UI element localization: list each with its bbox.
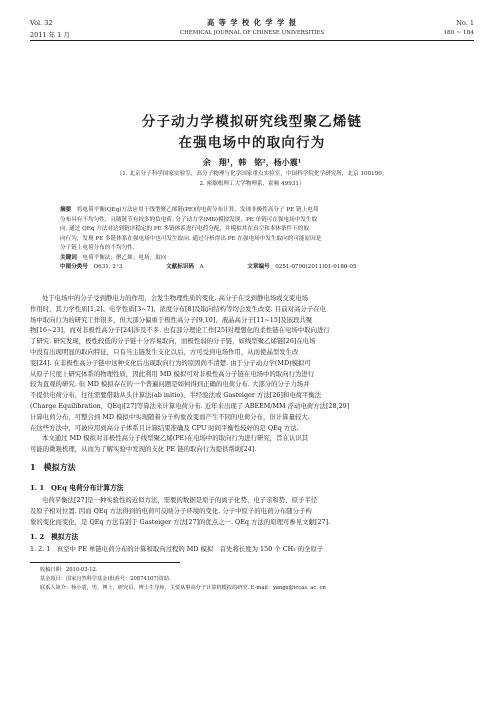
footnote-rule	[30, 562, 180, 563]
intro-line: 从原子尺度上研究体系的物理性质，因此利用 MD 模拟可对非极性高分子链在电场中的取向行为进行	[30, 369, 315, 378]
affiliation-line1: （1. 北京分子科学国家实验室，高分子物理与化学国家重点实验室，中国科学院化学研究所，北京 100190；	[116, 171, 388, 177]
intro-line: (Charge Equilibration，QEq)[27]等算法来计算电荷分布. 近年来出现了 ABEEM/MM 浮动电荷方法[28,29]	[30, 401, 350, 410]
section-heading: 1 模拟方法	[30, 462, 76, 472]
article-number-label: 文章编号	[247, 264, 270, 270]
authors: 余 翔¹，韩 铭²，杨小震¹	[202, 157, 302, 167]
article-number-value: 0251-0790(2011)01-0180-05	[275, 264, 357, 270]
volume-number: Vol. 32	[30, 19, 53, 27]
abstract-block	[60, 206, 444, 273]
intro-line: 较为直观的研究. 但 MD 模拟存在的一个普遍问题是如何得到正确的电荷分布. 大部分的分子力场并	[30, 380, 310, 389]
qeq-line: 电荷平衡法[27]是一种实验性的近似方法，需要的数据是原子的离子化势、电子亲和势、原子半径	[42, 496, 318, 504]
keywords-line	[60, 254, 444, 264]
intro-line: 本文通过 MD 模拟对非极性高分子线型聚乙烯(PE)在电场中的取向行为进行研究，旨在认识其	[42, 434, 309, 443]
footnote-received: 收稿日期：2010-03-12.	[40, 567, 98, 573]
classification-line	[60, 263, 444, 273]
footnote-contact: 联系人简介：杨小震，男，博士，研究员，博士生导师，主要从事高分子计算机模拟的研究. E-mail：yangx@iccas. ac. cn	[40, 584, 326, 591]
footnotes	[40, 566, 474, 592]
subsection-heading: 1. 2 模拟方法	[30, 533, 79, 541]
intro-line: 场中取向行为的研究工作很多，但大部分偏重于极性高分子[9,10]、液晶高分子[11~15]及嵌段共聚	[30, 315, 313, 324]
journal-title-en: CHEMICAL JOURNAL OF CHINESE UNIVERSITIES	[179, 30, 325, 36]
intro-line: 在这些方法中，可被应用到高分子体系且计算结果准确及 CPU 时间平衡性较好的是 QEq 方法.	[30, 423, 299, 432]
qeq-line: 及原子相对位置. 因而 QEq 方法得到的电荷可反映分子环境的变化. 分子中原子的电荷分布随分子构	[30, 506, 312, 515]
journal-title-cn: 高 等 学 校 化 学 学 报	[206, 18, 298, 27]
abstract-text-3: 向. 通过 QEq 方法对达到链序稳定的 PE 多链体系进行电荷分配，并模拟其在真空和本体条件下的取	[60, 226, 309, 232]
issue-number: No. 1	[456, 19, 474, 27]
abstract-label: 摘要	[60, 207, 72, 213]
abstract-text-1: 将电荷平衡(QEq)方法应用于线型聚乙烯链(PE)的电荷分布计算，发现非极性高分子 PE 链上电荷	[76, 207, 319, 213]
intro-line: 变[24]. 在非极性高分子链中这种支化后出现取向行为的原因尚不清楚. 由于分子动力学(MD)模拟可	[30, 358, 311, 367]
abstract-text-2: 分布具有不均匀性，且随链节有较多的负电荷. 分子动力学(MD)模拟发现，PE 单链可在强电场中发生取	[60, 216, 318, 223]
method-line: 1. 2. 1 真空中 PE 单链电荷分布的计算和取向过程的 MD 模拟 首先将长度为 150 个 CH₂ 的全原子	[30, 545, 324, 553]
issue-date: 2011 年 1 月	[30, 31, 70, 39]
qeq-paragraph	[30, 495, 474, 527]
article-title-line1: 分子动力学模拟研究线型聚乙烯链	[141, 114, 363, 130]
intro-line: 作用时，其力学性质[1,2]、电学性质[3~7]、浓度分布[8]及取向结构等均会发生改变. 目前对高分子在电	[30, 304, 326, 313]
keywords-text: 电荷平衡法；聚乙烯；电场；取向	[82, 254, 167, 261]
abstract-line	[60, 206, 444, 216]
intro-line: 计算电荷分布，可整合到 MD 模拟中实现随着分子构象改变而产生不同的电荷分布，但计算量较大.	[30, 412, 310, 421]
intro-line: 中没有出现明显的取向特征，只有当主链发生支化以后，方可受到电场作用，从而使晶型发生改	[30, 347, 299, 356]
clc-value: O631. 2⁺3	[93, 264, 123, 270]
qeq-line: 象的变化而变化，是 QEq 方法有别于 Gasteiger 方法[27]的优点之一. QEq 方法的原理可参见文献[27].	[30, 517, 331, 526]
page-range: 180 ~ 184	[443, 30, 474, 36]
article-title-line2: 在强电场中的取向行为	[178, 135, 326, 151]
intro-line: 了研究. 研究发现，极性较低的分子链十分容易取向，而极性弱的分子链，如线型聚乙烯链[26]在电场	[30, 337, 316, 346]
abstract-text-4: 向行为，发现 PE 多链体系在强电场中也可发生取向. 通过分析得出 PE 在强电场中发生取向的可能原因是	[60, 235, 322, 242]
intro-paragraph	[30, 293, 474, 455]
keywords-label: 关键词	[60, 254, 77, 261]
doc-code-label: 文献标识码	[166, 264, 195, 270]
abstract-text-5: 分子链上电荷分布的不均匀性.	[60, 245, 135, 251]
subsection-heading: 1. 1 QEq 电荷分布计算方法	[30, 484, 124, 492]
intro-line: 物[16~23]，而对非极性高分子[24]涉及不多. 也有部分理论工作[25]对理想化的柔性链在电场中取向进行	[30, 326, 330, 335]
footnote-funding: 基金项目：国家自然科学基金(批准号：20874107)资助.	[40, 575, 171, 582]
header-rule	[30, 40, 474, 41]
intro-line: 可能的微观机理，从而为了解实验中发现的支化 PE 链的取向行为提供帮助[24].	[30, 445, 257, 454]
affiliation-line2: 2. 密歇根理工大学物理系，霍顿 49931）	[199, 181, 305, 187]
doc-code-value: A	[199, 264, 204, 270]
intro-line: 处于电场中的分子受到静电力的作用，会发生物理性质的变化. 高分子在受到静电场或交变电场	[42, 294, 309, 302]
clc-label: 中图分类号	[60, 264, 88, 270]
intro-line: 不提供电荷分布，往往需要借助从头计算法(ab initio)、半经验法或 Gasteiger 方法[26]和电荷平衡法	[30, 391, 322, 400]
